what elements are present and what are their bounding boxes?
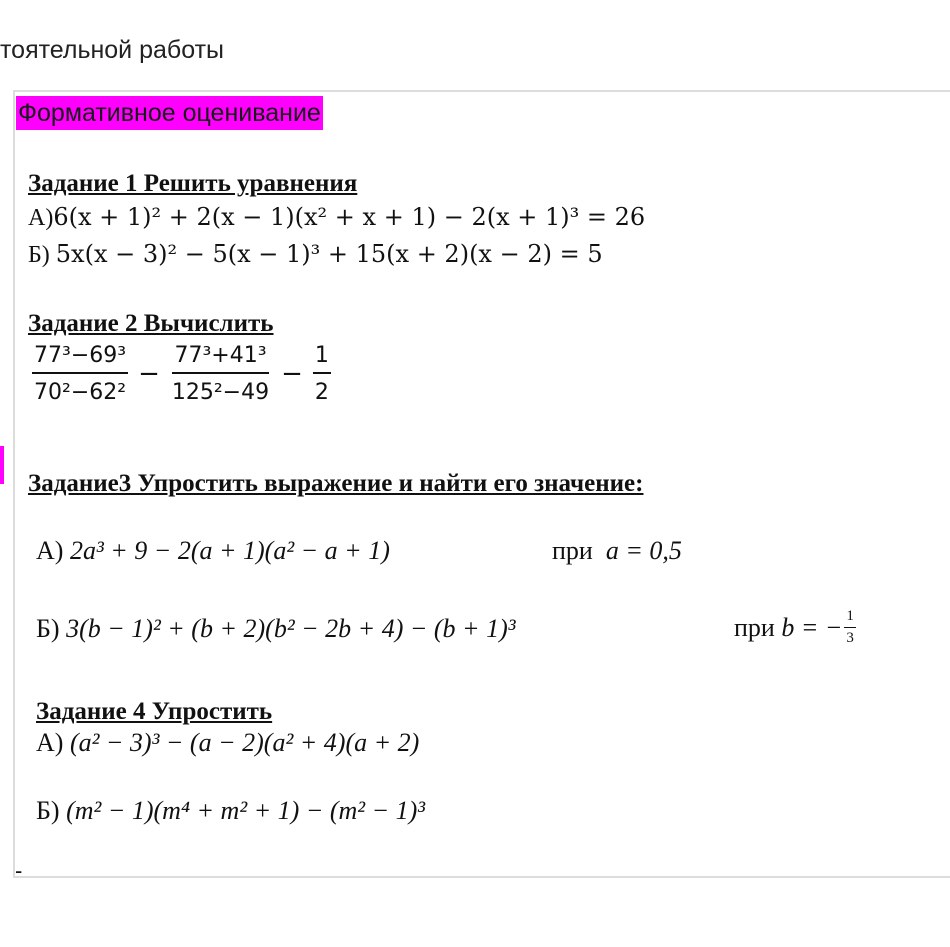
fraction-1-denominator: 70²−62² — [34, 380, 127, 405]
task3-b-cond-fraction — [844, 608, 856, 647]
task1-b-label: Б) — [28, 242, 56, 268]
task3-b-cond-numerator: 1 — [844, 608, 856, 628]
page-heading: тоятельной работы — [0, 36, 224, 64]
minus-sign-1: − — [138, 359, 160, 389]
task3-b-cond: b = − — [781, 612, 843, 642]
task3-a-label: А) — [36, 536, 70, 565]
fraction-3 — [313, 343, 331, 405]
footer-dash: - — [15, 858, 23, 883]
task4-b-expr: (m² − 1)(m⁴ + m² + 1) − (m² − 1)³ — [66, 796, 426, 825]
task3-expression-b — [36, 614, 516, 644]
task3-b-cond-word: при — [734, 612, 775, 642]
task4-a-expr: (a² − 3)³ − (a − 2)(a² + 4)(a + 2) — [69, 728, 420, 757]
task1-a-expr: 6(x + 1)² + 2(x − 1)(x² + x + 1) − 2(x + 1)³ = 26 — [53, 203, 646, 231]
task2-expression — [28, 343, 335, 405]
task2-title: Задание 2 Вычислить — [28, 310, 274, 337]
fraction-2 — [170, 343, 271, 405]
fraction-3-numerator: 1 — [313, 343, 331, 374]
fraction-2-numerator: 77³+41³ — [172, 343, 268, 374]
task1-a-label: А) — [28, 205, 54, 231]
fraction-1-numerator: 77³−69³ — [32, 343, 128, 374]
task1-equation-b — [28, 240, 603, 269]
task3-a-expr: 2a³ + 9 − 2(a + 1)(a² − a + 1) — [69, 536, 390, 565]
task3-a-cond-word: при — [552, 536, 593, 565]
task4-expression-a — [36, 728, 419, 758]
task3-b-cond-denominator: 3 — [846, 630, 854, 646]
minus-sign-2: − — [281, 359, 303, 389]
task3-condition-a — [552, 536, 682, 566]
formative-assessment-title: Формативное оценивание — [16, 96, 323, 130]
task3-a-cond: a = 0,5 — [605, 536, 682, 565]
fraction-2-denominator: 125²−49 — [171, 380, 270, 405]
task3-condition-b — [734, 608, 856, 647]
highlight-edge-mark — [0, 446, 4, 484]
task4-title: Задание 4 Упростить — [36, 698, 273, 725]
fraction-1 — [32, 343, 128, 405]
task4-b-label: Б) — [36, 796, 67, 825]
task4-a-label: А) — [36, 728, 70, 757]
task3-title: Задание3 Упростить выражение и найти его значение: — [28, 470, 644, 497]
task3-b-label: Б) — [36, 614, 67, 643]
task3-expression-a — [36, 536, 390, 566]
fraction-3-denominator: 2 — [314, 380, 329, 405]
task1-b-expr: 5x(x − 3)² − 5(x − 1)³ + 15(x + 2)(x − 2) = 5 — [55, 240, 603, 268]
task4-expression-b — [36, 796, 425, 826]
task1-title: Задание 1 Решить уравнения — [28, 170, 358, 197]
task3-b-expr: 3(b − 1)² + (b + 2)(b² − 2b + 4) − (b + 1)³ — [66, 614, 516, 643]
task1-equation-a — [28, 203, 645, 232]
